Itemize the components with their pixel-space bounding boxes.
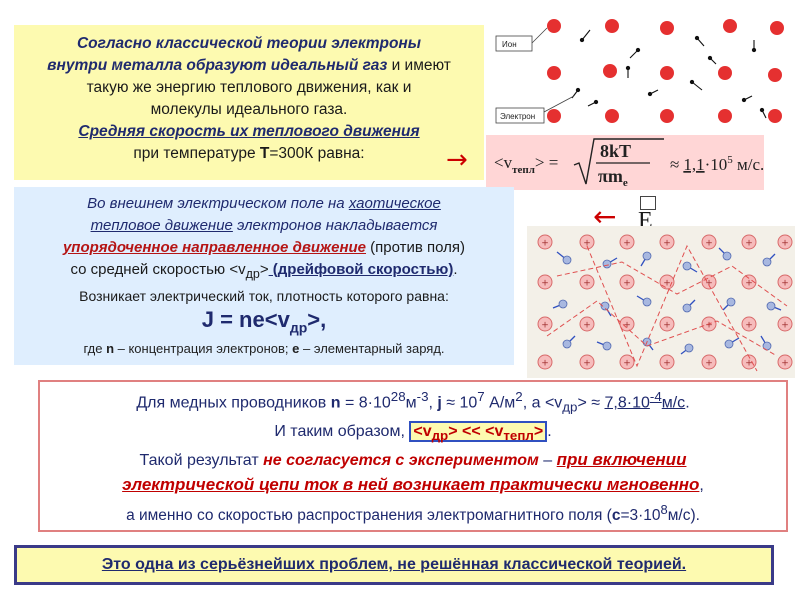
text-line: Средняя скорость их теплового движения bbox=[78, 123, 420, 140]
svg-text:≈1,1·105 м/с. bbox=[670, 154, 764, 174]
electron-label: Электрон bbox=[500, 112, 536, 121]
temperature-symbol: T bbox=[259, 145, 270, 162]
text-line: ≈ 10 bbox=[441, 394, 478, 412]
ion-plus-sign: + bbox=[663, 358, 671, 369]
text-line: Согласно классической теории электроны bbox=[76, 35, 422, 52]
subscript: тепл bbox=[503, 427, 534, 443]
symbol: e bbox=[292, 341, 300, 357]
electron bbox=[559, 300, 567, 308]
text-line: электрической цепи ток в ней возникает практически мгновенно bbox=[122, 474, 700, 494]
ion-plus-sign: + bbox=[745, 278, 753, 289]
text-line: м bbox=[405, 394, 417, 412]
text-line: . bbox=[453, 261, 458, 278]
electron bbox=[723, 252, 731, 260]
svg-text:<vтепл> = bbox=[494, 153, 558, 176]
ion-plus-sign: + bbox=[541, 320, 549, 331]
symbol: c bbox=[611, 506, 621, 524]
ion-plus-sign: + bbox=[583, 358, 591, 369]
ion-plus-sign: + bbox=[745, 320, 753, 331]
text-line: молекулы идеального газа. bbox=[150, 101, 348, 118]
ion-plus-sign: + bbox=[623, 320, 631, 331]
ion-plus-sign: + bbox=[781, 320, 789, 331]
text-line: И таким образом, bbox=[274, 422, 410, 440]
electron bbox=[603, 260, 611, 268]
ion-plus-sign: + bbox=[663, 320, 671, 331]
text-line: хаотическое bbox=[348, 195, 441, 212]
text-line: > bbox=[533, 422, 544, 440]
formula-lhs: <v bbox=[494, 153, 513, 172]
text-line: , а <v bbox=[522, 394, 563, 412]
ion-plus-sign: + bbox=[781, 278, 789, 289]
ion-plus-sign: + bbox=[583, 320, 591, 331]
electron bbox=[683, 304, 691, 312]
text-line: А/м bbox=[484, 394, 516, 412]
current-density-formula bbox=[22, 309, 506, 338]
field-label-text: E bbox=[638, 208, 653, 234]
text-line: – элементарный заряд. bbox=[299, 341, 445, 357]
ion-plus-sign: + bbox=[705, 320, 713, 331]
text-line: тепловое движение bbox=[90, 217, 233, 234]
ion-plus-sign: + bbox=[623, 238, 631, 249]
text-line: , bbox=[428, 394, 438, 412]
electric-field-box bbox=[14, 187, 514, 365]
subscript: др bbox=[431, 427, 449, 443]
ion-plus-sign: + bbox=[541, 238, 549, 249]
formula-numerator: 8kT bbox=[600, 141, 632, 161]
ion-label: Ион bbox=[502, 40, 517, 49]
electron bbox=[563, 340, 571, 348]
electron bbox=[685, 344, 693, 352]
classical-theory-box bbox=[14, 25, 484, 180]
text-line: <v bbox=[413, 422, 432, 440]
thermal-velocity-formula bbox=[486, 135, 764, 190]
text-line: , bbox=[699, 476, 704, 494]
ion-plus-sign: + bbox=[583, 278, 591, 289]
electron bbox=[563, 256, 571, 264]
text-line: . bbox=[685, 394, 690, 412]
velocity-comparison bbox=[409, 421, 547, 442]
ion-lattice-diagram bbox=[492, 10, 790, 128]
subscript: др bbox=[289, 319, 308, 336]
ion-plus-sign: + bbox=[623, 358, 631, 369]
superscript: 8 bbox=[660, 501, 668, 517]
text-line: а именно со скоростью распространения электромагнитного поля ( bbox=[126, 506, 612, 524]
text-line: Такой результат bbox=[139, 451, 264, 469]
ion-plus-sign: + bbox=[781, 358, 789, 369]
text-line: м/с bbox=[661, 394, 686, 412]
text-line: Возникает электрический ток, плотность которого равна: bbox=[79, 288, 449, 304]
ion-plus-sign: + bbox=[663, 278, 671, 289]
text-line: не согласуется с экспериментом bbox=[263, 451, 539, 469]
ion-plus-sign: + bbox=[705, 238, 713, 249]
ion-plus-sign: + bbox=[705, 278, 713, 289]
formula-den-sub: e bbox=[622, 177, 628, 189]
arrow-right-icon: → bbox=[446, 145, 468, 175]
text-line: электронов накладывается bbox=[232, 217, 438, 234]
electron bbox=[643, 252, 651, 260]
copper-result-box bbox=[38, 380, 788, 532]
formula-value-exp: 5 bbox=[727, 154, 733, 166]
formula-value-dot: · bbox=[704, 155, 711, 174]
subscript: др bbox=[562, 399, 578, 415]
ion-plus-sign: + bbox=[583, 238, 591, 249]
formula-value-base: 10 bbox=[710, 155, 728, 174]
text-line: упорядоченное направленное движение bbox=[62, 239, 367, 256]
ion-plus-sign: + bbox=[541, 278, 549, 289]
ion-plus-sign: + bbox=[745, 238, 753, 249]
ion-plus-sign: + bbox=[663, 238, 671, 249]
text-line: > << <v bbox=[448, 422, 504, 440]
conclusion-box bbox=[14, 545, 774, 585]
text-line: такую же энергию теплового движения, как и bbox=[86, 79, 412, 96]
text-line: Для медных проводников bbox=[136, 394, 331, 412]
text-line: м/с). bbox=[667, 506, 700, 524]
text-line: при температуре bbox=[133, 145, 260, 162]
text-line: где bbox=[83, 341, 107, 357]
symbol: j bbox=[437, 394, 442, 412]
formula-approx: ≈ bbox=[670, 155, 680, 174]
text-line: > ≈ bbox=[577, 394, 605, 412]
formula-value: 1,1 bbox=[683, 155, 705, 174]
ion-plus-sign: + bbox=[705, 358, 713, 369]
electron bbox=[725, 340, 733, 348]
superscript: -4 bbox=[649, 389, 662, 404]
text-line: = 8·10 bbox=[340, 394, 391, 412]
text-line: . bbox=[547, 422, 552, 440]
formula-lhs-sub: тепл bbox=[512, 164, 535, 176]
ion-plus-sign: + bbox=[623, 278, 631, 289]
superscript: 2 bbox=[515, 389, 523, 404]
symbol: n bbox=[330, 394, 341, 412]
text-line: (дрейфовой скоростью) bbox=[268, 261, 454, 278]
drift-lattice-diagram bbox=[527, 226, 795, 378]
electron bbox=[727, 298, 735, 306]
text-line: внутри металла образуют идеальный газ bbox=[47, 57, 388, 74]
ion-plus-sign: + bbox=[745, 358, 753, 369]
text-line: – концентрация электронов; bbox=[114, 341, 293, 357]
text-line: Во внешнем электрическом поле на bbox=[87, 195, 349, 212]
conclusion-text: Это одна из серьёзнейших проблем, не решённая классической теорией. bbox=[17, 548, 771, 582]
text-line: =3·10 bbox=[620, 506, 661, 524]
text-line: 7,8·10 bbox=[604, 394, 650, 412]
text-line: =300К равна: bbox=[269, 145, 365, 162]
ion-plus-sign: + bbox=[541, 358, 549, 369]
symbol: n bbox=[106, 341, 115, 357]
text-line: со средней скоростью <v bbox=[70, 261, 246, 278]
superscript: 28 bbox=[390, 389, 406, 404]
superscript: 7 bbox=[477, 389, 485, 404]
text-line: – bbox=[538, 451, 557, 469]
formula-denominator: πm bbox=[598, 166, 623, 186]
subscript: др bbox=[245, 267, 260, 281]
electron bbox=[767, 302, 775, 310]
electron bbox=[763, 258, 771, 266]
ion-plus-sign: + bbox=[781, 238, 789, 249]
text-line: > bbox=[259, 261, 269, 278]
svg-text:πme bbox=[598, 166, 628, 189]
formula-text: J = ne<v bbox=[201, 307, 290, 332]
arrow-left-icon: ← bbox=[593, 200, 617, 233]
electron bbox=[643, 298, 651, 306]
formula-unit: м/с. bbox=[732, 155, 764, 174]
text-line: (против поля) bbox=[366, 239, 466, 256]
formula-lhs-end: > = bbox=[534, 153, 559, 172]
text-line: при включении bbox=[556, 449, 687, 469]
electron bbox=[683, 262, 691, 270]
vector-bar-icon bbox=[640, 196, 656, 210]
superscript: -3 bbox=[416, 389, 429, 404]
formula-text: >, bbox=[307, 307, 327, 332]
electron bbox=[603, 342, 611, 350]
text-line: и имеют bbox=[387, 57, 451, 74]
